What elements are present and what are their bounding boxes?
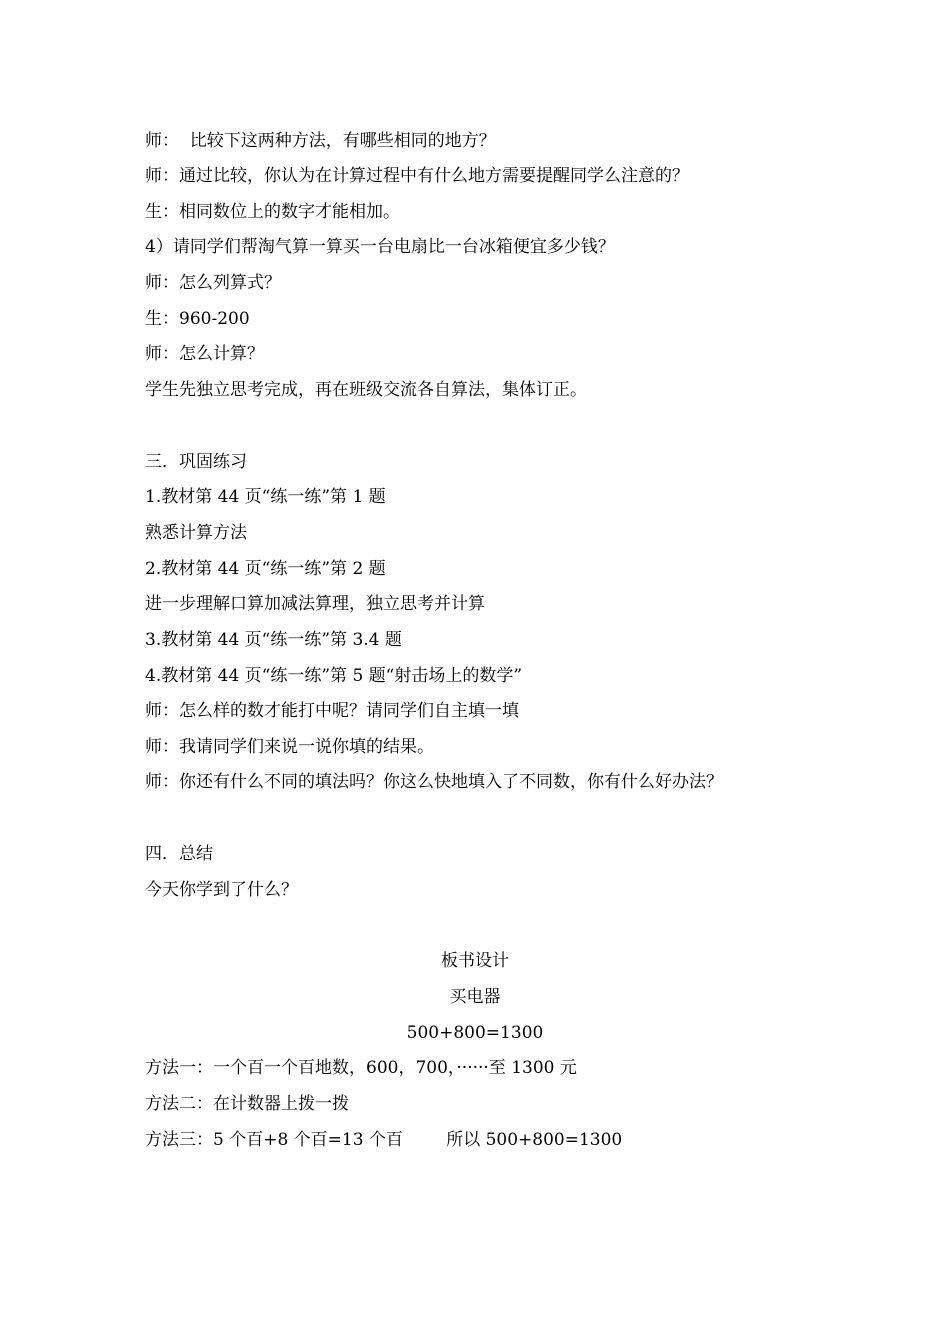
text-line: 4.教材第 44 页“练一练”第 5 题“射击场上的数学” <box>145 666 523 686</box>
text-line: 师：怎么样的数才能打中呢？请同学们自主填一填 <box>145 701 519 721</box>
text-line: 师：怎么列算式？ <box>145 273 281 293</box>
board-equation: 500+800=1300 <box>406 1023 544 1043</box>
board-heading: 板书设计 <box>441 951 509 971</box>
text-line: 今天你学到了什么？ <box>145 880 298 900</box>
text-line: 进一步理解口算加减法算理，独立思考并计算 <box>145 594 485 614</box>
board-method: 方法一：一个百一个百地数，600，700，······至 1300 元 <box>145 1058 577 1078</box>
text-line: 师： 比较下这两种方法，有哪些相同的地方？ <box>145 131 496 151</box>
text-line: 生：960-200 <box>145 309 250 329</box>
text-line: 师：我请同学们来说一说你填的结果。 <box>145 737 434 757</box>
text-line: 师：你还有什么不同的填法吗？你这么快地填入了不同数，你有什么好办法？ <box>145 772 723 792</box>
text-line: 师：通过比较，你认为在计算过程中有什么地方需要提醒同学么注意的？ <box>145 166 689 186</box>
text-line: 1.教材第 44 页“练一练”第 1 题 <box>145 487 386 507</box>
text-line: 师：怎么计算？ <box>145 344 264 364</box>
board-method: 方法二：在计数器上拨一拨 <box>145 1094 349 1114</box>
text-line: 生：相同数位上的数字才能相加。 <box>145 202 400 222</box>
text-line: 3.教材第 44 页“练一练”第 3.4 题 <box>145 630 402 650</box>
section-heading: 四．总结 <box>145 844 213 864</box>
text-line: 熟悉计算方法 <box>145 523 247 543</box>
text-line: 学生先独立思考完成，再在班级交流各自算法，集体订正。 <box>145 380 587 400</box>
text-line: 2.教材第 44 页“练一练”第 2 题 <box>145 559 386 579</box>
section-heading: 三．巩固练习 <box>145 452 247 472</box>
board-method: 方法三：5 个百+8 个百=13 个百 所以 500+800=1300 <box>145 1130 623 1150</box>
board-title: 买电器 <box>449 987 501 1007</box>
text-line: 4）请同学们帮淘气算一算买一台电扇比一台冰箱便宜多少钱？ <box>145 237 615 257</box>
